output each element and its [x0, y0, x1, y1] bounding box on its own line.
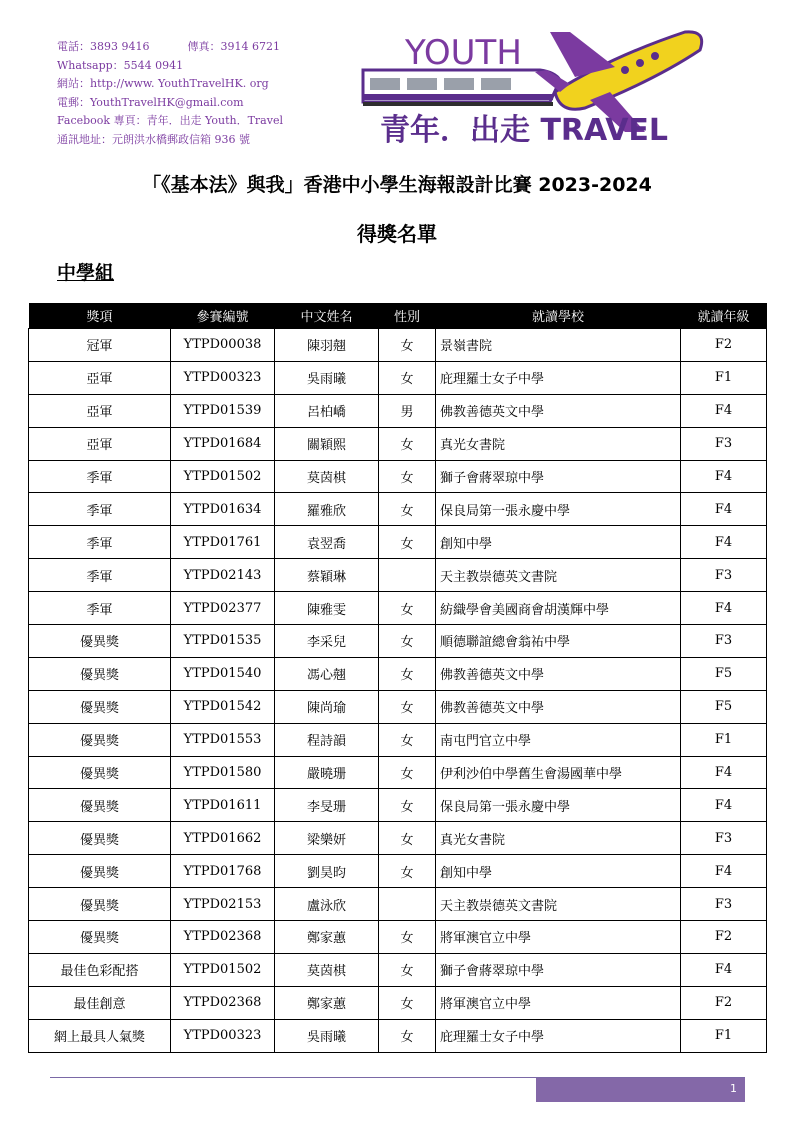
results-table — [28, 303, 767, 1053]
entry-id-cell: YTPD01768 — [171, 855, 275, 888]
table-row — [29, 855, 767, 888]
award-cell: 優異獎 — [29, 855, 171, 888]
school-cell: 佛教善德英文中學 — [436, 690, 681, 723]
name-cell: 蔡穎琳 — [275, 559, 379, 592]
grade-cell: F4 — [681, 460, 767, 493]
train-icon — [363, 70, 560, 106]
award-cell: 亞軍 — [29, 361, 171, 394]
name-cell: 梁樂妍 — [275, 822, 379, 855]
gender-cell: 女 — [379, 855, 436, 888]
entry-id-cell: YTPD01580 — [171, 756, 275, 789]
grade-cell: F3 — [681, 625, 767, 658]
name-cell: 吳雨曦 — [275, 361, 379, 394]
award-cell: 優異獎 — [29, 625, 171, 658]
grade-cell: F3 — [681, 822, 767, 855]
school-cell: 保良局第一張永慶中學 — [436, 789, 681, 822]
name-cell: 李旻珊 — [275, 789, 379, 822]
entry-id-cell: YTPD01611 — [171, 789, 275, 822]
school-cell: 伊利沙伯中學舊生會湯國華中學 — [436, 756, 681, 789]
name-cell: 陳羽翹 — [275, 329, 379, 362]
grade-cell: F5 — [681, 690, 767, 723]
page-subtitle: 得獎名單 — [357, 222, 437, 246]
gender-cell: 男 — [379, 394, 436, 427]
school-cell: 將軍澳官立中學 — [436, 986, 681, 1019]
table-row — [29, 361, 767, 394]
grade-cell: F2 — [681, 921, 767, 954]
award-cell: 季軍 — [29, 592, 171, 625]
logo-bottom-text: 青年．出走 TRAVEL — [380, 113, 669, 148]
school-cell: 真光女書院 — [436, 427, 681, 460]
grade-cell: F4 — [681, 394, 767, 427]
table-row — [29, 888, 767, 921]
school-cell: 天主教崇德英文書院 — [436, 888, 681, 921]
award-cell: 優異獎 — [29, 756, 171, 789]
gender-cell: 女 — [379, 592, 436, 625]
results-body — [29, 329, 767, 1053]
entry-id-cell: YTPD02368 — [171, 921, 275, 954]
name-cell: 盧泳欣 — [275, 888, 379, 921]
email-link[interactable]: 電郵：YouthTravelHK@gmail.com — [57, 95, 244, 109]
entry-id-cell: YTPD01535 — [171, 625, 275, 658]
grade-cell: F4 — [681, 756, 767, 789]
gender-cell — [379, 559, 436, 592]
gender-cell: 女 — [379, 657, 436, 690]
award-cell: 網上最具人氣獎 — [29, 1019, 171, 1052]
table-row — [29, 526, 767, 559]
column-header: 性別 — [379, 303, 436, 329]
award-cell: 優異獎 — [29, 723, 171, 756]
gender-cell: 女 — [379, 756, 436, 789]
table-row — [29, 657, 767, 690]
entry-id-cell: YTPD01542 — [171, 690, 275, 723]
contact-info — [57, 38, 283, 149]
grade-cell: F5 — [681, 657, 767, 690]
grade-cell: F4 — [681, 592, 767, 625]
gender-cell: 女 — [379, 493, 436, 526]
award-cell: 優異獎 — [29, 921, 171, 954]
name-cell: 莫茵棋 — [275, 953, 379, 986]
award-cell: 優異獎 — [29, 822, 171, 855]
entry-id-cell: YTPD01502 — [171, 460, 275, 493]
column-header: 中文姓名 — [275, 303, 379, 329]
page-title: 「《基本法》與我」香港中小學生海報設計比賽 2023-2024 — [142, 174, 652, 196]
entry-id-cell: YTPD00323 — [171, 1019, 275, 1052]
school-cell: 庇理羅士女子中學 — [436, 1019, 681, 1052]
facebook-text: Facebook 專頁：青年．出走 Youth．Travel — [57, 114, 283, 127]
award-cell: 季軍 — [29, 526, 171, 559]
grade-cell: F1 — [681, 723, 767, 756]
grade-cell: F4 — [681, 493, 767, 526]
column-header: 就讀學校 — [436, 303, 681, 329]
school-cell: 將軍澳官立中學 — [436, 921, 681, 954]
table-row — [29, 953, 767, 986]
award-cell: 優異獎 — [29, 888, 171, 921]
table-row — [29, 460, 767, 493]
grade-cell: F3 — [681, 888, 767, 921]
grade-cell: F3 — [681, 559, 767, 592]
award-cell: 季軍 — [29, 460, 171, 493]
table-header-row — [29, 303, 767, 329]
column-header: 參賽編號 — [171, 303, 275, 329]
gender-cell: 女 — [379, 986, 436, 1019]
whatsapp-text: Whatsapp：5544 0941 — [57, 58, 184, 72]
entry-id-cell: YTPD02368 — [171, 986, 275, 1019]
entry-id-cell: YTPD02377 — [171, 592, 275, 625]
grade-cell: F4 — [681, 855, 767, 888]
footer-bar — [536, 1078, 745, 1102]
school-cell: 佛教善德英文中學 — [436, 394, 681, 427]
award-cell: 亞軍 — [29, 427, 171, 460]
name-cell: 陳尚瑜 — [275, 690, 379, 723]
grade-cell: F3 — [681, 427, 767, 460]
school-cell: 佛教善德英文中學 — [436, 657, 681, 690]
name-cell: 莫茵棋 — [275, 460, 379, 493]
entry-id-cell: YTPD01684 — [171, 427, 275, 460]
name-cell: 馮心翹 — [275, 657, 379, 690]
gender-cell: 女 — [379, 822, 436, 855]
gender-cell: 女 — [379, 1019, 436, 1052]
gender-cell: 女 — [379, 427, 436, 460]
name-cell: 袁翌喬 — [275, 526, 379, 559]
school-cell: 真光女書院 — [436, 822, 681, 855]
website-link[interactable]: 網站：http://www. YouthTravelHK. org — [57, 77, 269, 90]
logo-youth-text: YOUTH — [405, 33, 522, 73]
table-row — [29, 690, 767, 723]
gender-cell: 女 — [379, 526, 436, 559]
grade-cell: F2 — [681, 329, 767, 362]
table-row — [29, 394, 767, 427]
school-cell: 景嶺書院 — [436, 329, 681, 362]
entry-id-cell: YTPD01761 — [171, 526, 275, 559]
gender-cell: 女 — [379, 361, 436, 394]
school-cell: 創知中學 — [436, 526, 681, 559]
table-row — [29, 789, 767, 822]
table-row — [29, 921, 767, 954]
table-row — [29, 756, 767, 789]
section-heading: 中學組 — [57, 262, 115, 284]
table-row — [29, 493, 767, 526]
school-cell: 庇理羅士女子中學 — [436, 361, 681, 394]
entry-id-cell: YTPD00323 — [171, 361, 275, 394]
gender-cell — [379, 888, 436, 921]
entry-id-cell: YTPD01502 — [171, 953, 275, 986]
table-row — [29, 822, 767, 855]
name-cell: 鄭家蕙 — [275, 986, 379, 1019]
school-cell: 獅子會蔣翠琼中學 — [436, 460, 681, 493]
name-cell: 嚴曉珊 — [275, 756, 379, 789]
grade-cell: F2 — [681, 986, 767, 1019]
award-cell: 冠軍 — [29, 329, 171, 362]
school-cell: 南屯門官立中學 — [436, 723, 681, 756]
entry-id-cell: YTPD02153 — [171, 888, 275, 921]
table-row — [29, 427, 767, 460]
table-row — [29, 723, 767, 756]
gender-cell: 女 — [379, 723, 436, 756]
gender-cell: 女 — [379, 789, 436, 822]
youth-travel-logo — [355, 22, 710, 152]
fax-text: 傳真：3914 6721 — [187, 40, 280, 53]
school-cell: 順德聯誼總會翁祐中學 — [436, 625, 681, 658]
gender-cell: 女 — [379, 460, 436, 493]
grade-cell: F1 — [681, 1019, 767, 1052]
table-row — [29, 625, 767, 658]
entry-id-cell: YTPD01539 — [171, 394, 275, 427]
address-text: 通訊地址：元朗洪水橋郵政信箱 936 號 — [57, 132, 250, 146]
school-cell: 保良局第一張永慶中學 — [436, 493, 681, 526]
award-cell: 季軍 — [29, 493, 171, 526]
name-cell: 呂柏嶠 — [275, 394, 379, 427]
name-cell: 羅雅欣 — [275, 493, 379, 526]
name-cell: 陳雅雯 — [275, 592, 379, 625]
table-row — [29, 329, 767, 362]
name-cell: 鄭家蕙 — [275, 921, 379, 954]
entry-id-cell: YTPD01540 — [171, 657, 275, 690]
award-cell: 亞軍 — [29, 394, 171, 427]
column-header: 獎項 — [29, 303, 171, 329]
award-cell: 優異獎 — [29, 657, 171, 690]
name-cell: 程詩韻 — [275, 723, 379, 756]
phone-text: 電話：3893 9416 — [57, 40, 150, 53]
grade-cell: F1 — [681, 361, 767, 394]
table-row — [29, 986, 767, 1019]
award-cell: 最佳創意 — [29, 986, 171, 1019]
award-cell: 優異獎 — [29, 789, 171, 822]
entry-id-cell: YTPD01634 — [171, 493, 275, 526]
table-row — [29, 559, 767, 592]
award-cell: 季軍 — [29, 559, 171, 592]
school-cell: 天主教崇德英文書院 — [436, 559, 681, 592]
gender-cell: 女 — [379, 921, 436, 954]
school-cell: 紡織學會美國商會胡漢輝中學 — [436, 592, 681, 625]
name-cell: 關穎熙 — [275, 427, 379, 460]
grade-cell: F4 — [681, 789, 767, 822]
page-number: 1 — [730, 1082, 737, 1095]
entry-id-cell: YTPD01553 — [171, 723, 275, 756]
name-cell: 李采兒 — [275, 625, 379, 658]
gender-cell: 女 — [379, 690, 436, 723]
entry-id-cell: YTPD02143 — [171, 559, 275, 592]
school-cell: 創知中學 — [436, 855, 681, 888]
table-row — [29, 592, 767, 625]
grade-cell: F4 — [681, 526, 767, 559]
table-row — [29, 1019, 767, 1052]
entry-id-cell: YTPD01662 — [171, 822, 275, 855]
name-cell: 吳雨曦 — [275, 1019, 379, 1052]
gender-cell: 女 — [379, 625, 436, 658]
gender-cell: 女 — [379, 329, 436, 362]
column-header: 就讀年級 — [681, 303, 767, 329]
award-cell: 優異獎 — [29, 690, 171, 723]
award-cell: 最佳色彩配搭 — [29, 953, 171, 986]
school-cell: 獅子會蔣翠琼中學 — [436, 953, 681, 986]
entry-id-cell: YTPD00038 — [171, 329, 275, 362]
name-cell: 劉昊昀 — [275, 855, 379, 888]
gender-cell: 女 — [379, 953, 436, 986]
grade-cell: F4 — [681, 953, 767, 986]
